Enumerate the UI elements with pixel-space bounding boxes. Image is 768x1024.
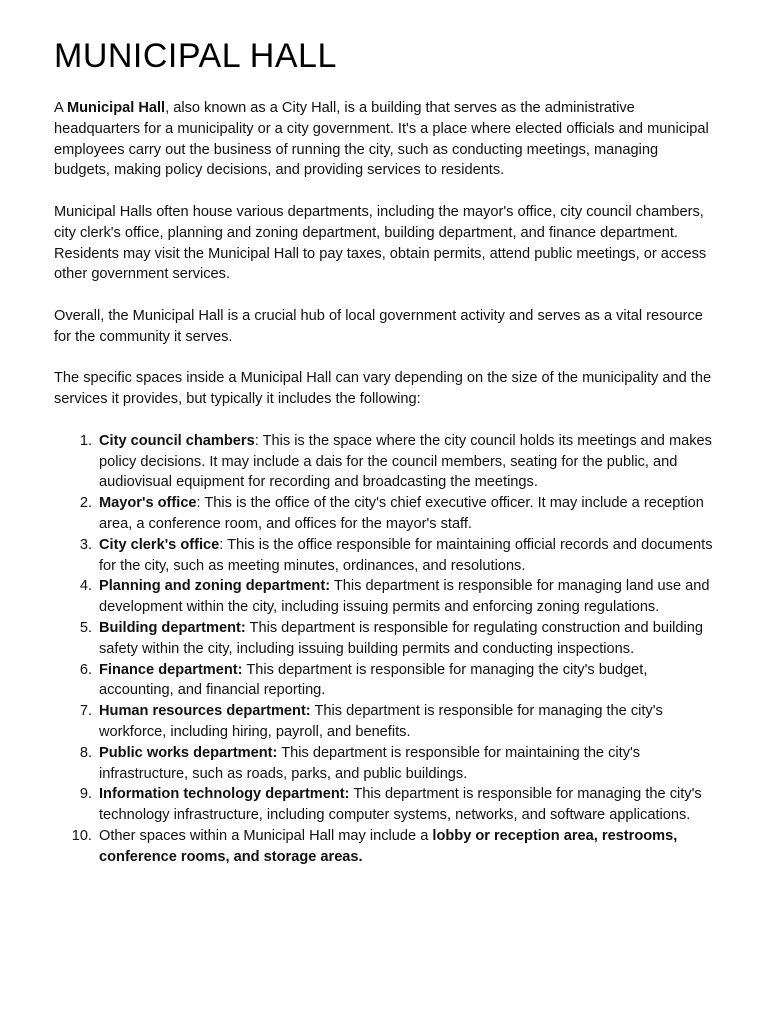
- list-item-text: : This is the office of the city's chief executive officer. It may include a reception area, a conference room, and offices for the mayor's staff.: [99, 495, 704, 532]
- intro-paragraph: [54, 98, 718, 181]
- list-number: 5.: [79, 619, 92, 636]
- intro-term: Municipal Hall: [66, 100, 166, 116]
- list-number: 3.: [79, 536, 92, 553]
- paragraph-departments: Municipal Halls often house various departments, including the mayor's office, city council chambers, city clerk's office, planning and zoning department, building department, and finance department. Residents may visit the Municipal Hall to pay taxes, obtain permits, attend public meetings, or access other government services.: [54, 203, 707, 283]
- list-item-term: Human resources department:: [99, 703, 311, 720]
- page-title: MUNICIPAL HALL: [54, 37, 337, 75]
- list-number: 10.: [71, 827, 92, 844]
- list-item-text: : This is the office responsible for maintaining official records and documents for the city, such as meeting minutes, ordinances, and resolutions.: [99, 536, 713, 574]
- list-item-term: Planning and zoning department:: [99, 578, 331, 595]
- list-number: 1.: [79, 432, 92, 449]
- list-number: 6.: [79, 661, 92, 678]
- list-number: 9.: [79, 786, 92, 803]
- list-item: [54, 701, 718, 743]
- list-item: [54, 784, 718, 826]
- list-item: [54, 660, 718, 702]
- list-item-text: This department is responsible for regulating construction and building safety within the city, including issuing building permits and conducting inspections.: [99, 619, 704, 657]
- list-item: [54, 743, 718, 785]
- list-item-text: This department is responsible for managing the city's budget, accounting, and financial reporting.: [99, 661, 648, 699]
- list-item-term: Information technology department:: [99, 786, 350, 803]
- list-item-term: Building department:: [99, 619, 246, 636]
- list-item-text: This department is responsible for maintaining the city's infrastructure, such as roads, parks, and public buildings.: [99, 744, 641, 782]
- intro-body: , also known as a City Hall, is a building that serves as the administrative headquarters for a municipality or a city government. It's a place where elected officials and municipal employees carry out the business of running the city, such as conducting meetings, managing budgets, making policy decisions, and providing services to residents.: [54, 100, 709, 179]
- paragraph-spaces-intro: The specific spaces inside a Municipal Hall can vary depending on the size of the municipality and the services it provides, but typically it includes the following:: [54, 370, 712, 408]
- list-item-text: This department is responsible for managing the city's technology infrastructure, including computer systems, networks, and software applications.: [99, 786, 702, 824]
- list-item-text: This department is responsible for managing land use and development within the city, including issuing permits and enforcing zoning regulations.: [99, 578, 710, 616]
- list-item-term: City council chambers: [99, 432, 255, 449]
- list-item-text: Other spaces within a Municipal Hall may include a: [99, 827, 433, 844]
- list-number: 7.: [79, 703, 92, 720]
- list-item: [54, 431, 718, 493]
- list-item-text: : This is the space where the city council holds its meetings and makes policy decisions. It may include a dais for the council members, seating for the public, and audiovisual equipment for recording and broadcasting the meetings.: [99, 432, 712, 491]
- list-item-term: Mayor's office: [99, 495, 197, 512]
- list-item: [54, 618, 718, 660]
- paragraph-overall: Overall, the Municipal Hall is a crucial hub of local government activity and serves as a vital resource for the community it serves.: [54, 307, 703, 345]
- list-item-text: This department is responsible for managing the city's workforce, including hiring, payroll, and benefits.: [99, 703, 663, 740]
- list-item: [54, 493, 718, 535]
- list-item-term: Finance department:: [99, 661, 243, 678]
- list-number: 2.: [79, 495, 92, 512]
- list-number: 8.: [79, 744, 92, 761]
- list-item-term: Public works department:: [99, 744, 278, 761]
- spaces-list: [54, 431, 718, 868]
- list-item: [54, 535, 718, 577]
- document-page: [54, 36, 718, 867]
- list-item: [54, 576, 718, 618]
- list-item-term: lobby or reception area, restrooms, conference rooms, and storage areas.: [99, 827, 678, 865]
- intro-pre: A: [54, 100, 67, 116]
- list-number: 4.: [79, 578, 92, 595]
- list-item-term: City clerk's office: [99, 536, 220, 553]
- list-item: [54, 826, 718, 868]
